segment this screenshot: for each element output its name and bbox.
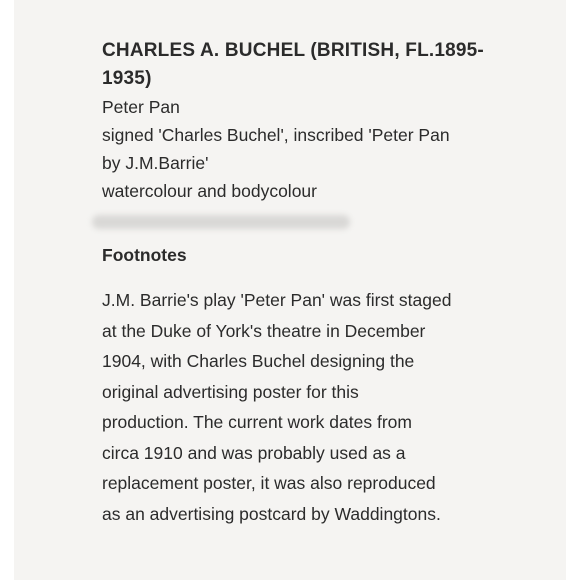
footnotes-heading: Footnotes xyxy=(102,245,187,265)
lot-description-panel xyxy=(14,0,566,580)
footnote-line: original advertising poster for this xyxy=(102,381,359,402)
footnote-body xyxy=(102,285,542,529)
medium: watercolour and bodycolour xyxy=(102,181,317,201)
lot-title-line-1: CHARLES A. BUCHEL (BRITISH, FL.1895- xyxy=(102,40,484,61)
lot-description xyxy=(102,37,542,529)
footnote-line: circa 1910 and was probably used as a xyxy=(102,442,406,463)
work-title: Peter Pan xyxy=(102,97,180,117)
footnote-line: production. The current work dates from xyxy=(102,412,412,432)
footnote-line: replacement poster, it was also reproduced xyxy=(102,473,436,493)
signed-inscription-line-2: by J.M.Barrie' xyxy=(102,153,209,173)
footnote-line: J.M. Barrie's play 'Peter Pan' was first staged xyxy=(102,290,452,310)
redacted-text-bar xyxy=(92,215,350,229)
signed-inscription-line-1: signed 'Charles Buchel', inscribed 'Peter Pan xyxy=(102,125,450,145)
footnote-line: at the Duke of York's theatre in December xyxy=(102,320,426,341)
footnote-line: as an advertising postcard by Waddingtons. xyxy=(102,503,441,524)
footnote-line: 1904, with Charles Buchel designing the xyxy=(102,351,415,371)
lot-title-line-2: 1935) xyxy=(102,68,152,89)
